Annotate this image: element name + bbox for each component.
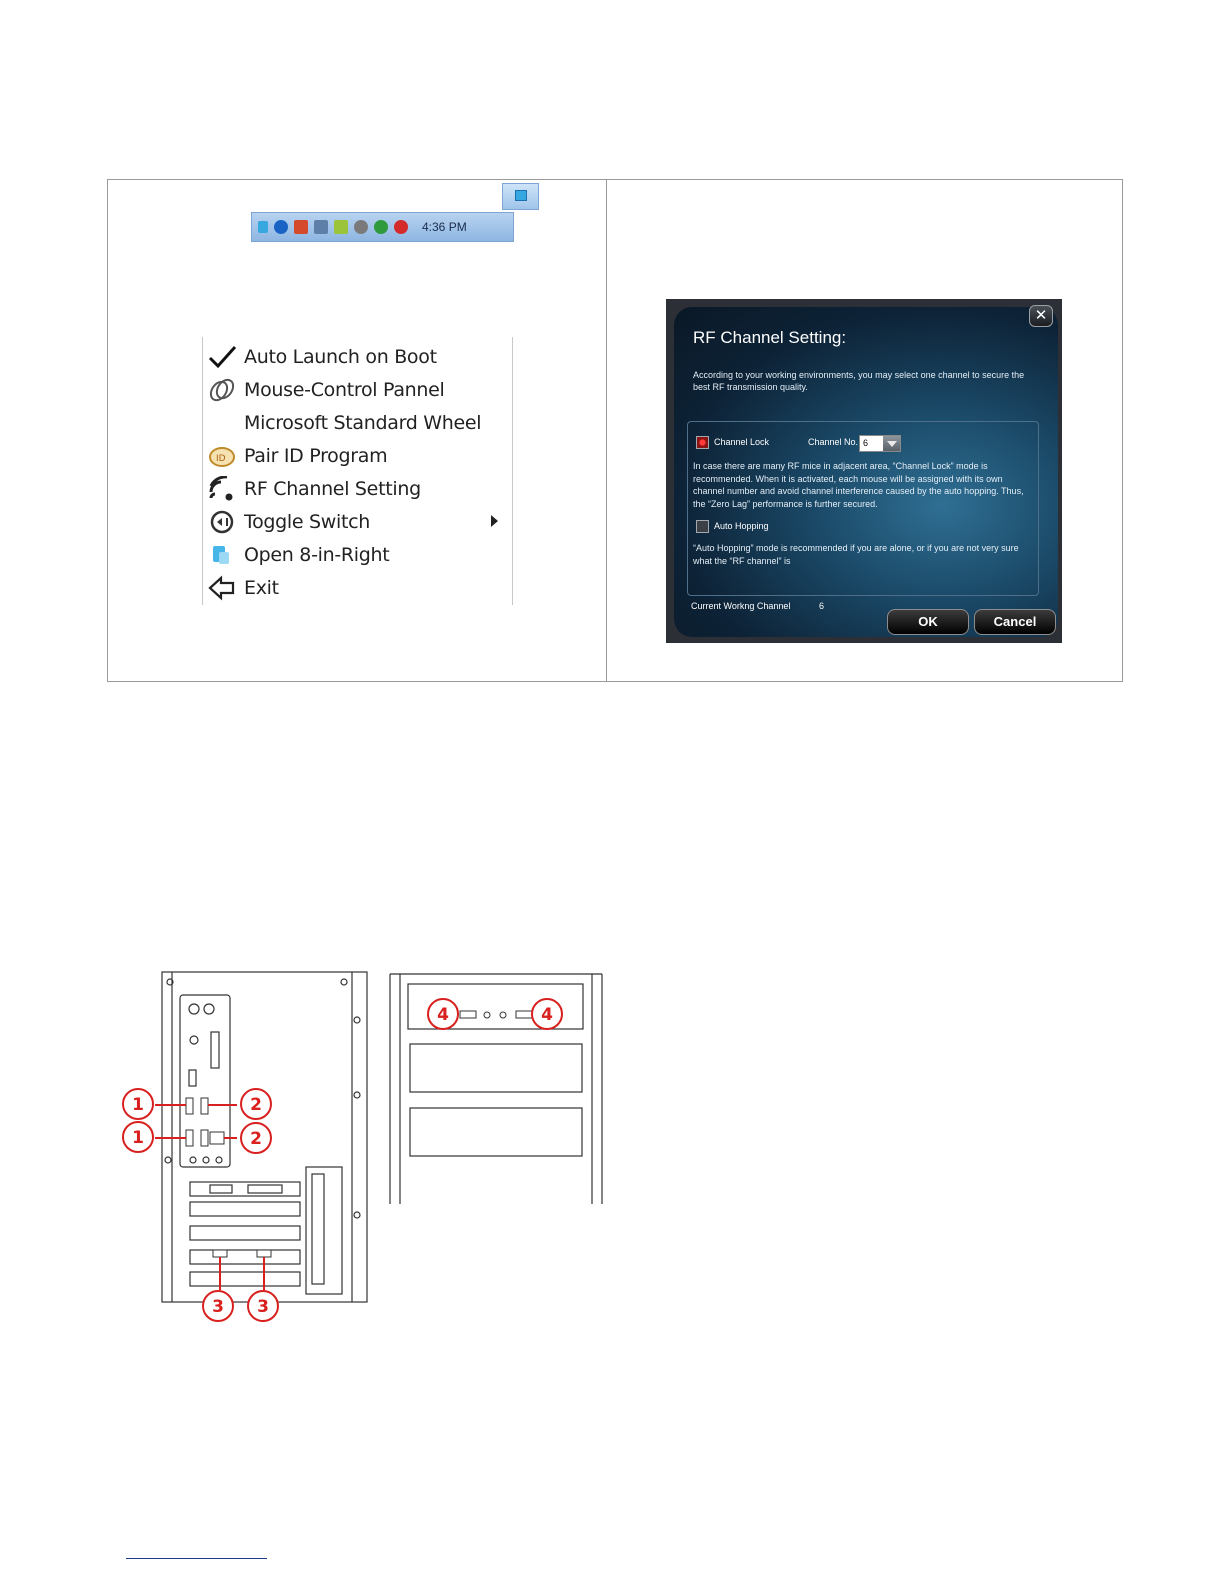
- menu-item-label: RF Channel Setting: [244, 478, 421, 500]
- rf-channel-dialog: [666, 299, 1062, 643]
- auto-hopping-label: Auto Hopping: [714, 521, 769, 531]
- callout-4-left: [428, 999, 458, 1029]
- cancel-button[interactable]: Cancel: [974, 609, 1056, 635]
- close-icon: ✕: [1034, 307, 1048, 324]
- security-icon[interactable]: [354, 220, 368, 234]
- callout-1-lower: [123, 1122, 153, 1152]
- antivirus-icon[interactable]: [394, 220, 408, 234]
- svg-text:3: 3: [257, 1297, 269, 1317]
- callout-1-upper: [123, 1089, 153, 1119]
- menu-item-label: Open 8-in-Right: [244, 544, 390, 566]
- menu-item-label: Auto Launch on Boot: [244, 346, 437, 368]
- network-icon[interactable]: [314, 220, 328, 234]
- channel-no-select[interactable]: [859, 435, 901, 452]
- channel-no-value: 6: [863, 438, 869, 448]
- menu-item-mouse-control[interactable]: [203, 373, 514, 406]
- tray-app-icon[interactable]: [258, 221, 268, 233]
- svg-text:2: 2: [250, 1129, 262, 1149]
- auto-hopping-radio[interactable]: [696, 520, 709, 533]
- table-cell-divider: [606, 179, 607, 682]
- callout-4-right: [532, 999, 562, 1029]
- pc-usb-port-diagram: [110, 960, 610, 1340]
- menu-item-pair-id[interactable]: [203, 439, 514, 472]
- battery-icon[interactable]: [334, 220, 348, 234]
- volume-muted-icon[interactable]: [294, 220, 308, 234]
- rf-signal-icon: [207, 476, 237, 502]
- mouse-control-icon: [207, 377, 237, 403]
- channel-no-label: Channel No.: [808, 437, 859, 447]
- menu-item-label: Toggle Switch: [244, 511, 371, 533]
- browser-icon[interactable]: [274, 220, 288, 234]
- svg-text:ID: ID: [216, 454, 226, 464]
- svg-text:4: 4: [541, 1005, 553, 1025]
- current-channel-label: Current Workng Channel: [691, 601, 791, 611]
- ok-button[interactable]: OK: [887, 609, 969, 635]
- svg-text:1: 1: [132, 1128, 144, 1148]
- channel-lock-description: In case there are many RF mice in adjacent area, “Channel Lock” mode is recommended. When it is activated, each mouse will be assigned with its own channel number and avoid channel interference caused by the auto hopping. Thus, the “Zero Lag” performance is further secured.: [693, 461, 1024, 509]
- menu-item-label: Pair ID Program: [244, 445, 388, 467]
- update-icon[interactable]: [374, 220, 388, 234]
- menu-item-label: Mouse-Control Pannel: [244, 379, 445, 401]
- tray-app-icon[interactable]: [502, 183, 539, 210]
- toggle-switch-icon: [207, 509, 237, 535]
- close-button[interactable]: [1029, 305, 1053, 327]
- tray-context-menu: [202, 337, 513, 605]
- svg-text:2: 2: [250, 1095, 262, 1115]
- channel-lock-radio[interactable]: [696, 436, 709, 449]
- menu-item-label: Microsoft Standard Wheel: [244, 412, 482, 434]
- submenu-arrow-icon: [491, 515, 498, 527]
- menu-item-toggle-switch[interactable]: [203, 505, 514, 538]
- dialog-body: [674, 307, 1058, 637]
- menu-item-label: Exit: [244, 577, 279, 599]
- menu-item-open-8-in-right[interactable]: [203, 538, 514, 571]
- chevron-down-icon[interactable]: [883, 436, 900, 451]
- system-tray: [251, 212, 514, 242]
- open-8-in-right-icon: [207, 542, 237, 568]
- current-channel-value: 6: [819, 601, 825, 611]
- svg-text:3: 3: [212, 1297, 224, 1317]
- auto-hopping-description: “Auto Hopping” mode is recommended if you are alone, or if you are not very sure what the “RF channel” is: [693, 543, 1019, 566]
- callout-2-lower: [241, 1123, 271, 1153]
- channel-lock-label: Channel Lock: [714, 437, 770, 447]
- callout-3-right: [248, 1291, 278, 1321]
- dialog-title: RF Channel Setting:: [693, 328, 847, 347]
- exit-arrow-icon: [207, 575, 237, 601]
- checkmark-icon: [207, 344, 237, 370]
- menu-item-exit[interactable]: [203, 571, 514, 604]
- callout-3-left: [203, 1291, 233, 1321]
- pair-id-icon: [207, 443, 237, 469]
- svg-text:1: 1: [132, 1095, 144, 1115]
- footnote-separator: [126, 1558, 267, 1559]
- callout-2-upper: [241, 1089, 271, 1119]
- menu-item-rf-channel[interactable]: [203, 472, 514, 505]
- menu-item-auto-launch[interactable]: [203, 340, 514, 373]
- menu-item-standard-wheel[interactable]: [203, 406, 514, 439]
- dialog-description: According to your working environments, you may select one channel to secure the best RF transmission quality.: [693, 370, 1025, 392]
- svg-text:4: 4: [437, 1005, 449, 1025]
- tray-clock: 4:36 PM: [422, 220, 467, 234]
